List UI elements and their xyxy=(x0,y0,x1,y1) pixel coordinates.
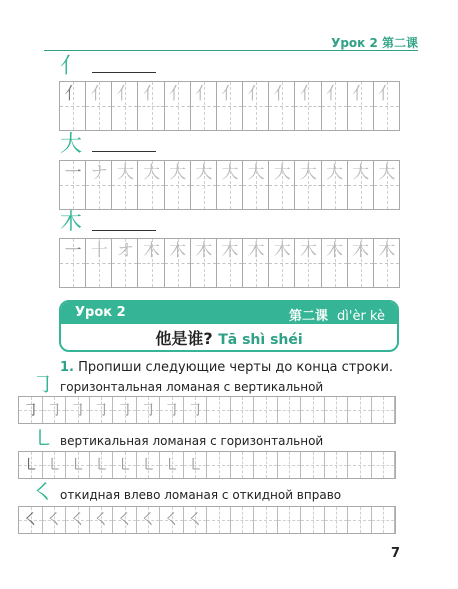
grid-cell[interactable] xyxy=(111,238,138,288)
answer-blank-3[interactable] xyxy=(92,230,156,231)
trace-char: 亻 xyxy=(143,84,161,104)
trace-stroke xyxy=(348,397,372,423)
grid-cell[interactable] xyxy=(268,238,295,288)
trace-char: 木 xyxy=(247,241,265,261)
grid-cell[interactable] xyxy=(164,160,191,210)
trace-stroke xyxy=(372,397,396,423)
grid-cell[interactable] xyxy=(373,238,400,288)
trace-stroke: ㇛ xyxy=(116,510,133,529)
practice-char-1: 亻 xyxy=(60,54,83,79)
trace-char: 大 xyxy=(221,163,239,183)
grid-cell[interactable] xyxy=(59,81,86,131)
stroke-cell[interactable] xyxy=(254,397,278,423)
trace-char: 木 xyxy=(195,241,213,261)
page-number: 7 xyxy=(390,546,400,561)
answer-blank-2[interactable] xyxy=(92,151,156,152)
grid-cell[interactable] xyxy=(164,238,191,288)
stroke-cell[interactable] xyxy=(348,397,372,423)
trace-stroke xyxy=(207,507,231,533)
trace-stroke xyxy=(207,397,231,423)
stroke-cell[interactable] xyxy=(231,452,255,478)
trace-char: 大 xyxy=(247,163,265,183)
grid-cell[interactable] xyxy=(85,238,112,288)
trace-char: 亻 xyxy=(169,84,187,104)
trace-char: 亻 xyxy=(116,84,134,104)
grid-cell[interactable] xyxy=(59,238,86,288)
stroke-cell[interactable] xyxy=(325,507,349,533)
stroke-cell[interactable] xyxy=(66,452,90,478)
stroke-cell[interactable] xyxy=(184,507,208,533)
trace-stroke: ㇄ xyxy=(93,455,110,474)
grid-cell[interactable] xyxy=(347,81,374,131)
stroke-cell[interactable] xyxy=(301,507,325,533)
trace-stroke: ㇄ xyxy=(46,455,63,474)
lesson-banner xyxy=(59,300,399,352)
trace-char: 大 xyxy=(378,163,396,183)
trace-char: 木 xyxy=(143,241,161,261)
trace-stroke: ㇄ xyxy=(22,455,39,474)
trace-char: 亻 xyxy=(299,84,317,104)
stroke-cell[interactable] xyxy=(160,452,184,478)
stroke-cell[interactable] xyxy=(348,507,372,533)
stroke-cell[interactable] xyxy=(90,397,114,423)
trace-char: 木 xyxy=(378,241,396,261)
stroke-cell[interactable] xyxy=(231,397,255,423)
trace-char: オ xyxy=(116,241,134,261)
stroke-cell[interactable] xyxy=(160,397,184,423)
trace-char: 一 xyxy=(64,241,82,261)
trace-char: 木 xyxy=(326,241,344,261)
stroke-grid-2[interactable] xyxy=(18,451,396,479)
task-number: 1. xyxy=(60,360,74,375)
lesson-title-hanzi: 他是谁? xyxy=(155,329,213,348)
stroke-icon-2: ㇄ xyxy=(32,427,55,452)
stroke-cell[interactable] xyxy=(325,397,349,423)
practice-char-2: 大 xyxy=(60,132,83,157)
stroke-cell[interactable] xyxy=(137,507,161,533)
trace-char: 一 xyxy=(64,163,82,183)
trace-stroke xyxy=(348,507,372,533)
trace-stroke: ㇆ xyxy=(46,400,63,419)
lesson-title xyxy=(61,326,397,349)
stroke-desc-2: вертикальная ломаная с горизонтальной xyxy=(60,434,324,448)
trace-char: 大 xyxy=(116,163,134,183)
stroke-cell[interactable] xyxy=(278,397,302,423)
trace-char: 大 xyxy=(143,163,161,183)
stroke-cell[interactable] xyxy=(372,397,396,423)
trace-stroke: ㇆ xyxy=(163,400,180,419)
grid-cell[interactable] xyxy=(59,160,86,210)
grid-cell[interactable] xyxy=(321,81,348,131)
trace-char: 木 xyxy=(169,241,187,261)
trace-stroke: ㇄ xyxy=(116,455,133,474)
stroke-cell[interactable] xyxy=(137,397,161,423)
stroke-desc-3: откидная влево ломаная с откидной вправо xyxy=(60,488,342,502)
grid-cell[interactable] xyxy=(111,160,138,210)
stroke-cell[interactable] xyxy=(207,507,231,533)
running-header: Урок 2 第二课 xyxy=(331,36,418,50)
trace-stroke xyxy=(207,452,231,478)
stroke-cell[interactable] xyxy=(19,507,43,533)
stroke-cell[interactable] xyxy=(160,507,184,533)
grid-cell[interactable] xyxy=(137,81,164,131)
trace-stroke xyxy=(278,452,302,478)
trace-stroke xyxy=(231,507,255,533)
trace-stroke xyxy=(231,452,255,478)
stroke-cell[interactable] xyxy=(184,452,208,478)
stroke-desc-1: горизонтальная ломаная с вертикальной xyxy=(60,380,324,394)
trace-char: 大 xyxy=(299,163,317,183)
stroke-grid-1[interactable] xyxy=(18,396,396,424)
trace-stroke xyxy=(254,397,278,423)
stroke-cell[interactable] xyxy=(207,452,231,478)
trace-stroke: ㇛ xyxy=(93,510,110,529)
grid-cell[interactable] xyxy=(111,81,138,131)
grid-cell[interactable] xyxy=(347,160,374,210)
lesson-label: Урок 2 xyxy=(75,305,126,320)
task-instruction xyxy=(60,360,393,375)
trace-char: 木 xyxy=(221,241,239,261)
trace-stroke: ㇆ xyxy=(116,400,133,419)
trace-char: 大 xyxy=(352,163,370,183)
grid-cell[interactable] xyxy=(268,81,295,131)
trace-char: 亻 xyxy=(378,84,396,104)
trace-stroke xyxy=(372,507,396,533)
trace-stroke xyxy=(278,507,302,533)
trace-char: 亻 xyxy=(273,84,291,104)
trace-char: 木 xyxy=(273,241,291,261)
stroke-cell[interactable] xyxy=(113,452,137,478)
stroke-cell[interactable] xyxy=(325,452,349,478)
stroke-cell[interactable] xyxy=(43,452,67,478)
trace-stroke xyxy=(325,452,349,478)
stroke-cell[interactable] xyxy=(19,452,43,478)
grid-cell[interactable] xyxy=(164,81,191,131)
grid-cell[interactable] xyxy=(294,81,321,131)
trace-char: 亻 xyxy=(64,84,82,104)
stroke-cell[interactable] xyxy=(113,507,137,533)
stroke-cell[interactable] xyxy=(301,452,325,478)
stroke-cell[interactable] xyxy=(90,507,114,533)
grid-cell[interactable] xyxy=(242,238,269,288)
stroke-cell[interactable] xyxy=(90,452,114,478)
stroke-cell[interactable] xyxy=(113,397,137,423)
grid-cell[interactable] xyxy=(85,81,112,131)
stroke-icon-1: ㇆ xyxy=(32,373,55,398)
trace-stroke: ㇆ xyxy=(69,400,86,419)
grid-cell[interactable] xyxy=(347,238,374,288)
grid-cell[interactable] xyxy=(137,160,164,210)
stroke-cell[interactable] xyxy=(66,507,90,533)
stroke-cell[interactable] xyxy=(184,397,208,423)
stroke-cell[interactable] xyxy=(254,507,278,533)
trace-stroke: ㇆ xyxy=(140,400,157,419)
stroke-cell[interactable] xyxy=(254,452,278,478)
stroke-cell[interactable] xyxy=(372,452,396,478)
trace-stroke: ㇛ xyxy=(69,510,86,529)
stroke-cell[interactable] xyxy=(348,452,372,478)
grid-cell[interactable] xyxy=(190,160,217,210)
lesson-pinyin: dì'èr kè xyxy=(337,309,385,324)
lesson-title-pinyin: Tā shì shéi xyxy=(218,332,303,348)
trace-stroke: ㇆ xyxy=(187,400,204,419)
stroke-cell[interactable] xyxy=(207,397,231,423)
trace-char: ナ xyxy=(90,163,108,183)
trace-char: 木 xyxy=(352,241,370,261)
task-text: Пропиши следующие черты до конца строки. xyxy=(78,360,394,375)
trace-char: 木 xyxy=(299,241,317,261)
stroke-grid-3[interactable] xyxy=(18,506,396,534)
grid-cell[interactable] xyxy=(190,238,217,288)
stroke-cell[interactable] xyxy=(231,507,255,533)
trace-char: 十 xyxy=(90,241,108,261)
grid-cell[interactable] xyxy=(216,238,243,288)
stroke-cell[interactable] xyxy=(19,397,43,423)
grid-cell[interactable] xyxy=(268,160,295,210)
trace-stroke: ㇄ xyxy=(187,455,204,474)
trace-stroke: ㇛ xyxy=(22,510,39,529)
lesson-label-cn xyxy=(289,305,385,324)
trace-stroke xyxy=(231,397,255,423)
trace-stroke xyxy=(301,397,325,423)
trace-stroke: ㇛ xyxy=(163,510,180,529)
stroke-cell[interactable] xyxy=(66,397,90,423)
grid-cell[interactable] xyxy=(137,238,164,288)
practice-grid-1[interactable] xyxy=(59,81,399,131)
trace-char: 亻 xyxy=(352,84,370,104)
trace-stroke xyxy=(325,507,349,533)
trace-stroke: ㇆ xyxy=(22,400,39,419)
grid-cell[interactable] xyxy=(242,81,269,131)
stroke-cell[interactable] xyxy=(372,507,396,533)
trace-stroke: ㇛ xyxy=(46,510,63,529)
stroke-cell[interactable] xyxy=(278,452,302,478)
trace-char: 亻 xyxy=(195,84,213,104)
trace-char: 大 xyxy=(169,163,187,183)
practice-grid-3[interactable] xyxy=(59,238,399,288)
trace-stroke xyxy=(325,397,349,423)
grid-cell[interactable] xyxy=(373,81,400,131)
grid-cell[interactable] xyxy=(190,81,217,131)
grid-cell[interactable] xyxy=(216,160,243,210)
grid-cell[interactable] xyxy=(216,81,243,131)
grid-cell[interactable] xyxy=(294,160,321,210)
stroke-cell[interactable] xyxy=(278,507,302,533)
trace-stroke: ㇆ xyxy=(93,400,110,419)
stroke-cell[interactable] xyxy=(137,452,161,478)
trace-char: 亻 xyxy=(90,84,108,104)
trace-char: 亻 xyxy=(247,84,265,104)
grid-cell[interactable] xyxy=(85,160,112,210)
practice-grid-2[interactable] xyxy=(59,160,399,210)
header-rule xyxy=(44,50,418,51)
trace-stroke xyxy=(278,397,302,423)
trace-stroke xyxy=(372,452,396,478)
trace-stroke xyxy=(301,452,325,478)
trace-stroke: ㇛ xyxy=(140,510,157,529)
trace-stroke: ㇄ xyxy=(69,455,86,474)
trace-stroke: ㇄ xyxy=(163,455,180,474)
trace-char: 大 xyxy=(326,163,344,183)
lesson-hanzi: 第二课 xyxy=(288,309,328,324)
stroke-cell[interactable] xyxy=(301,397,325,423)
stroke-cell[interactable] xyxy=(43,397,67,423)
grid-cell[interactable] xyxy=(373,160,400,210)
trace-stroke: ㇛ xyxy=(187,510,204,529)
grid-cell[interactable] xyxy=(321,160,348,210)
grid-cell[interactable] xyxy=(242,160,269,210)
stroke-icon-3: ㇛ xyxy=(32,481,55,506)
trace-stroke: ㇄ xyxy=(140,455,157,474)
answer-blank-1[interactable] xyxy=(92,72,156,73)
trace-char: 大 xyxy=(195,163,213,183)
trace-char: 亻 xyxy=(221,84,239,104)
lesson-bar xyxy=(61,302,397,324)
practice-char-3: 木 xyxy=(60,210,83,235)
grid-cell[interactable] xyxy=(321,238,348,288)
stroke-cell[interactable] xyxy=(43,507,67,533)
grid-cell[interactable] xyxy=(294,238,321,288)
trace-stroke xyxy=(348,452,372,478)
trace-char: 大 xyxy=(273,163,291,183)
trace-stroke xyxy=(254,507,278,533)
trace-stroke xyxy=(254,452,278,478)
trace-char: 亻 xyxy=(326,84,344,104)
trace-stroke xyxy=(301,507,325,533)
